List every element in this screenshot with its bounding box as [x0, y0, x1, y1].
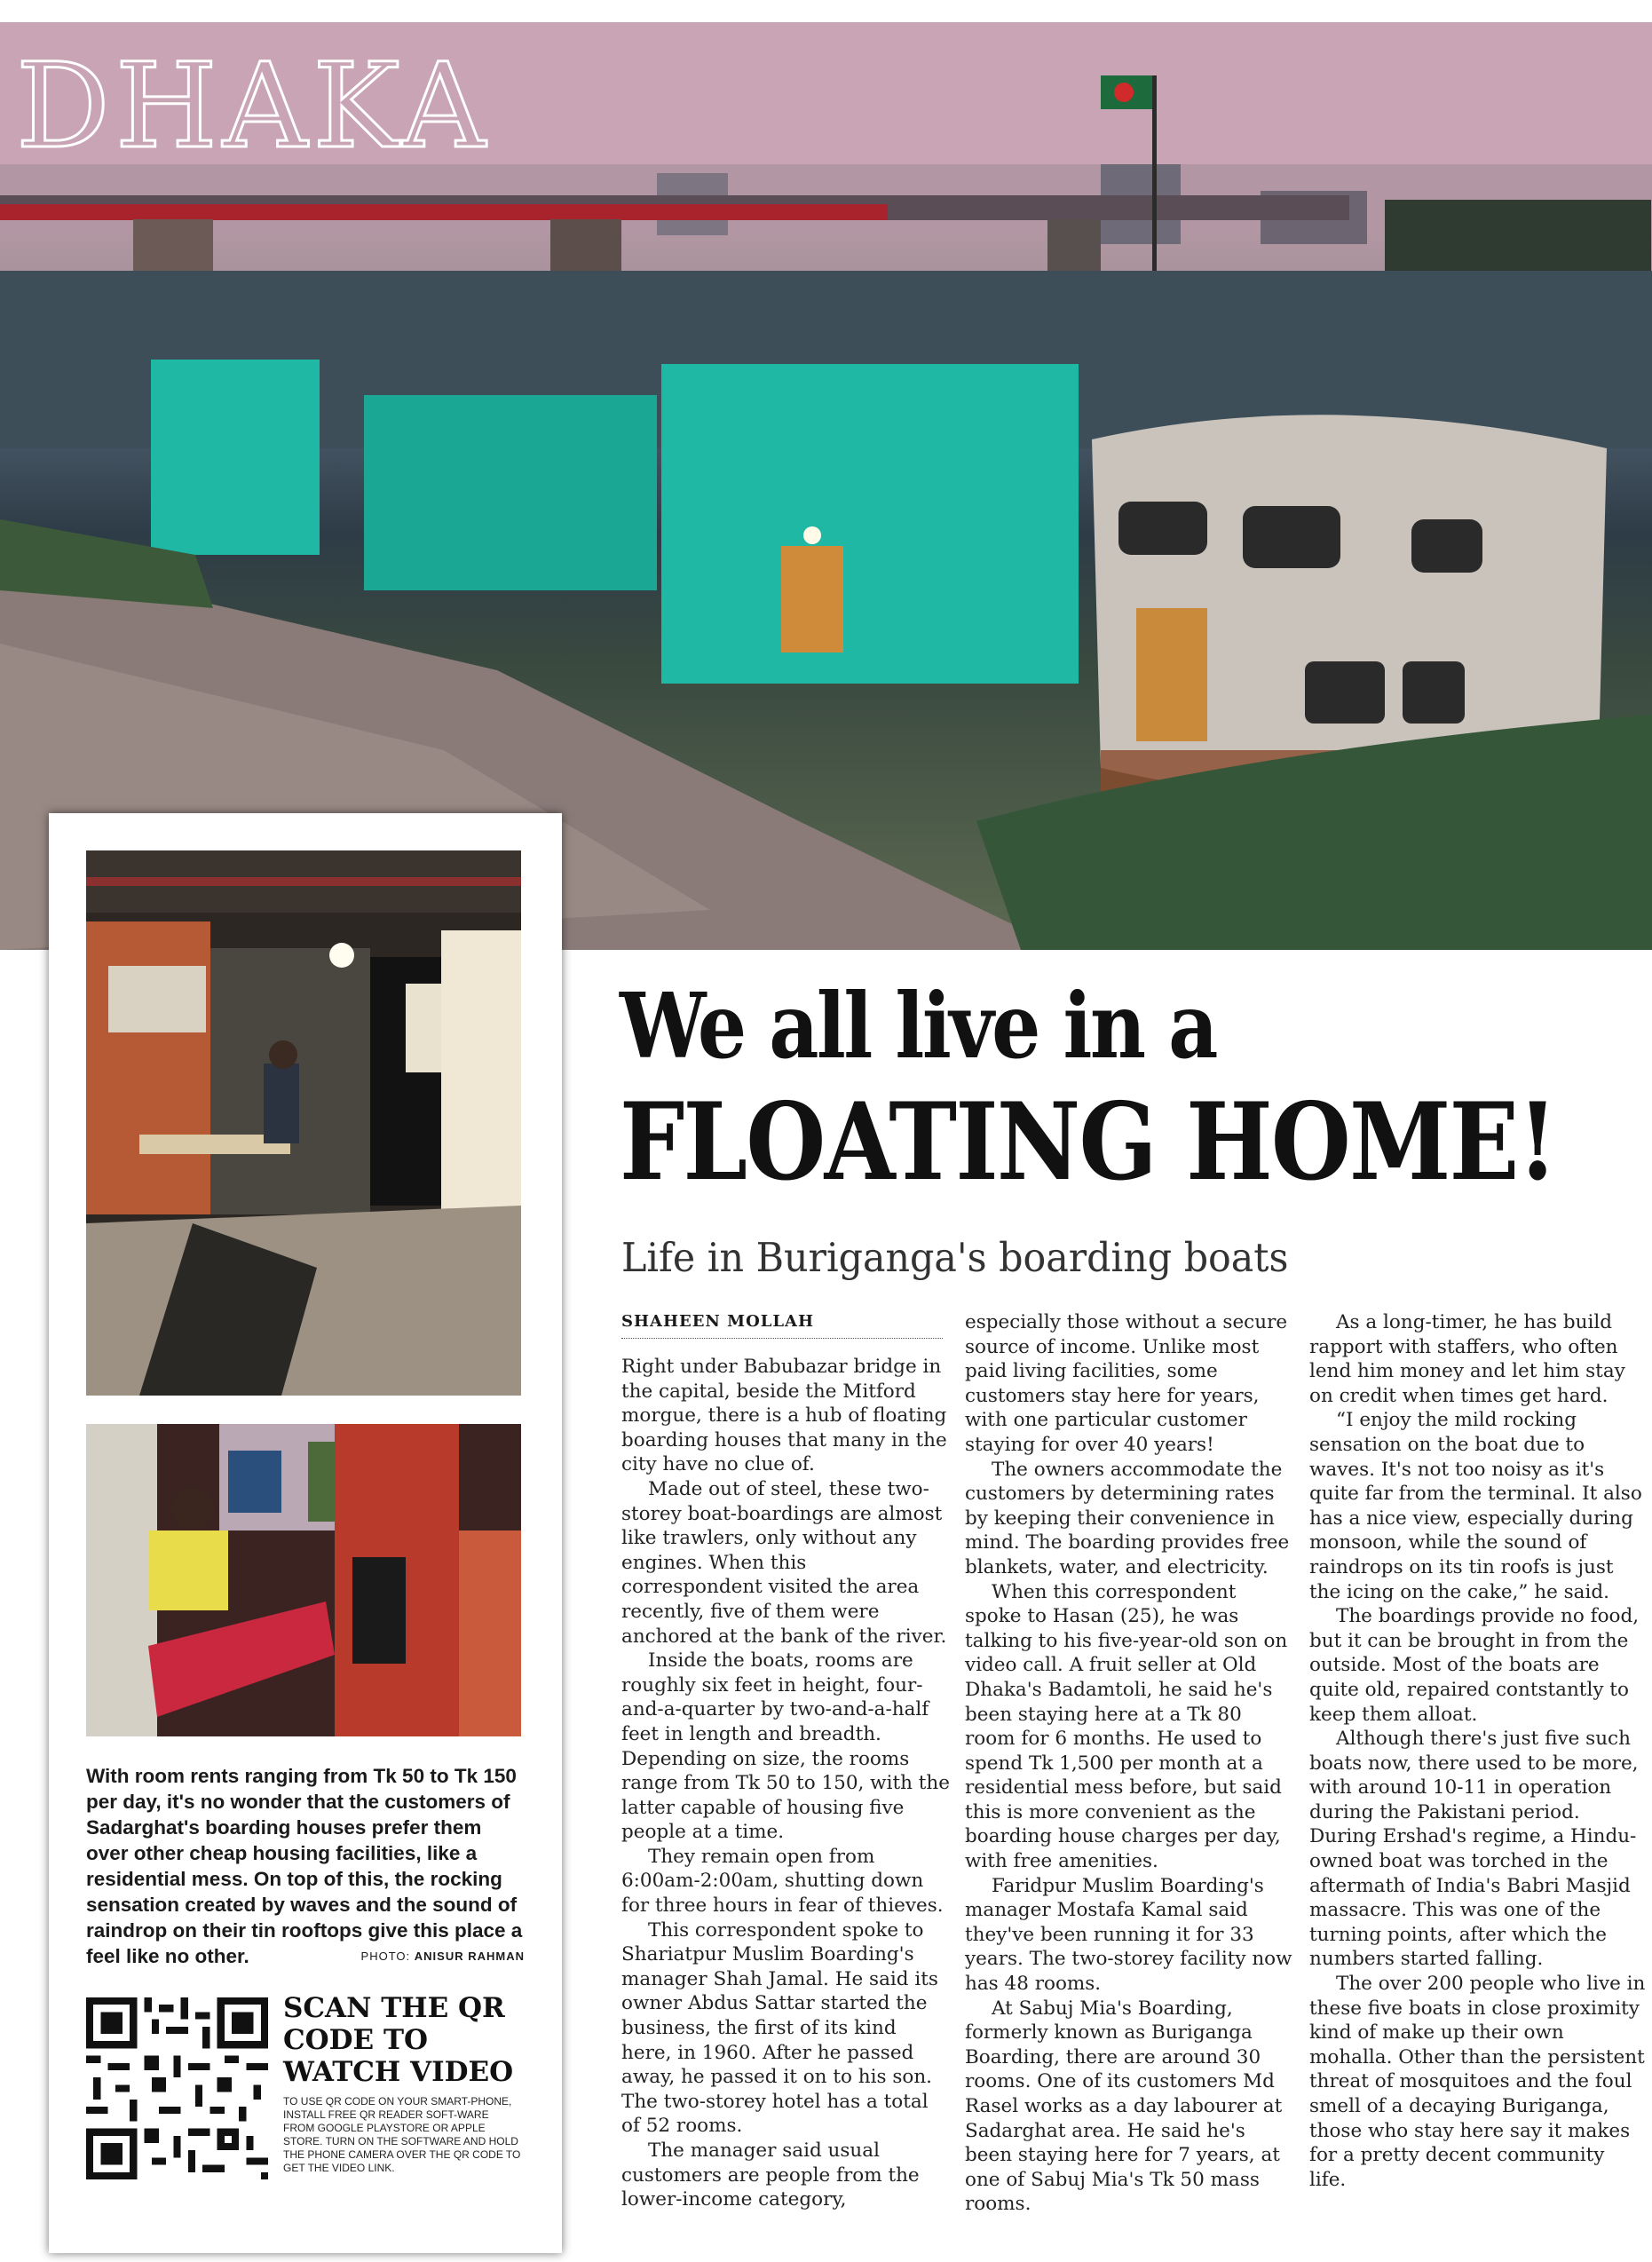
credit-label: PHOTO:: [360, 1950, 411, 1963]
section-label: DHAKA: [16, 38, 491, 175]
room-photo-illustration: [86, 850, 521, 1396]
paragraph: especially those without a secure source of income. Unlike most paid living facilities, some customers stay here for years, with one particular customer staying for over 40 years!: [965, 1311, 1288, 1456]
photo-caption: [86, 1763, 525, 1969]
resident-photo-illustration: [86, 1424, 521, 1736]
photo-sidebar: [49, 813, 562, 2253]
hero-photo: [0, 22, 1652, 950]
paragraph: Right under Babubazar bridge in the capital, beside the Mitford morgue, there is a hub of floating boarding houses that many in the city have no clue of.: [621, 1356, 947, 1476]
paragraph: Faridpur Muslim Boarding's manager Mostafa Kamal said they've been running it for 33 years. The two-storey facility now has 48 rooms.: [965, 1874, 1292, 1996]
paragraph: When this correspondent spoke to Hasan (25), he was talking to his five-year-old son on video call. A fruit seller at Old Dhaka's Badamtoli, he said he's been staying here at a Tk 80 room for 6 months. He used to spend Tk 1,500 per month at a residential mess before, but said this is more convenient as the boarding house charges per day, with free amenities.: [965, 1580, 1288, 1873]
paragraph: The owners accommodate the customers by determining rates by keeping their convenience in mind. The boarding provides free blankets, water, and electricity.: [965, 1458, 1290, 1578]
article-column-2: [965, 1310, 1293, 2217]
article-column-1: [621, 1355, 950, 2212]
headline-line-1: We all live in a: [620, 973, 1216, 1079]
paragraph: This correspondent spoke to Shariatpur Muslim Boarding's manager Shah Jamal. He said its owner Abdus Sattar started the business, the first of its kind here, in 1960. After he passed away, he passed it on to his son. The two-storey hotel has a total of 52 rooms.: [621, 1918, 938, 2138]
qr-instructions: TO USE QR CODE ON YOUR SMART-PHONE, INSTALL FREE QR READER SOFT-WARE FROM GOOGLE PLAYSTORE OR APPLE STORE. TURN ON THE SOFTWARE AND HOLD THE PHONE CAMERA OVER THE QR CODE TO GET THE VIDEO LINK.: [283, 2095, 521, 2174]
qr-title: SCAN THE QR CODE TO WATCH VIDEO: [283, 1992, 514, 2088]
byline: SHAHEEN MOLLAH: [621, 1312, 943, 1339]
qr-block: [86, 1992, 525, 2187]
headline: [620, 973, 1649, 1205]
credit-name: ANISUR RAHMAN: [414, 1950, 525, 1963]
boarding-room-photo: [86, 850, 521, 1396]
headline-line-2: FLOATING HOME!: [620, 1080, 1557, 1205]
paragraph: They remain open from 6:00am-2:00am, shutting down for three hours in fear of thieves.: [621, 1845, 944, 1918]
paragraph: The over 200 people who live in these five boats in close proximity kind of make up their own mohalla. Other than the persistent threat of mosquitoes and the foul smell of a decaying Buriganga, those who stay here say it makes for a pretty decent community life.: [1309, 1973, 1646, 2191]
paragraph: The manager said usual customers are people from the lower-income category,: [621, 2139, 920, 2211]
paragraph: As a long-timer, he has build rapport with staffers, who often lend him money and let him stay on credit when times get hard.: [1309, 1311, 1625, 1407]
caption-text: With room rents ranging from Tk 50 to Tk 150 per day, it's no wonder that the customers of Sadarghat's boarding houses prefer them over other cheap housing facilities, like a residential mess. On top of this, the rocking sensation created by waves and the sound of raindrop on their tin rooftops give this place a feel like no other.: [86, 1765, 523, 1967]
paragraph: Although there's just five such boats now, there used to be more, with around 10-11 in operation during the Pakistani period. During Ershad's regime, a Hindu-owned boat was torched in the aftermath of India's Babri Masjid massacre. This was one of the turning points, after which the numbers started falling.: [1309, 1728, 1639, 1971]
paragraph: Made out of steel, these two-storey boat-boardings are almost like trawlers, only without any engines. When this correspondent visited the area recently, five of them were anchored at the bank of the river.: [621, 1477, 947, 1648]
paragraph: The boardings provide no food, but it can be brought in from the outside. Most of the boats are quite old, repaired contstantly to keep them alloat.: [1309, 1605, 1640, 1726]
photo-credit: [361, 1943, 525, 1969]
paragraph: “I enjoy the mild rocking sensation on the boat due to waves. It's not too noisy as it's quite far from the terminal. It also has a nice view, especially during monsoon, while the sound of raindrops on its tin roofs is just the icing on the cake,” he said.: [1309, 1409, 1642, 1603]
subhead: Life in Buriganga's boarding boats: [621, 1234, 1289, 1281]
qr-code-icon[interactable]: [86, 1997, 268, 2179]
paragraph: At Sabuj Mia's Boarding, formerly known as Buriganga Boarding, there are around 30 rooms. One of its customers Md Rasel works as a day labourer at Sadarghat area. He said he's been staying here for 7 years, at one of Sabuj Mia's Tk 50 mass rooms.: [965, 1997, 1283, 2216]
article-column-3: [1309, 1310, 1647, 2192]
paragraph: Inside the boats, rooms are roughly six feet in height, four-and-a-quarter by two-and-a-half feet in length and breadth. Depending on size, the rooms range from Tk 50 to 150, with the latter capable of housing five people at a time.: [621, 1649, 950, 1844]
resident-photo: [86, 1424, 521, 1736]
